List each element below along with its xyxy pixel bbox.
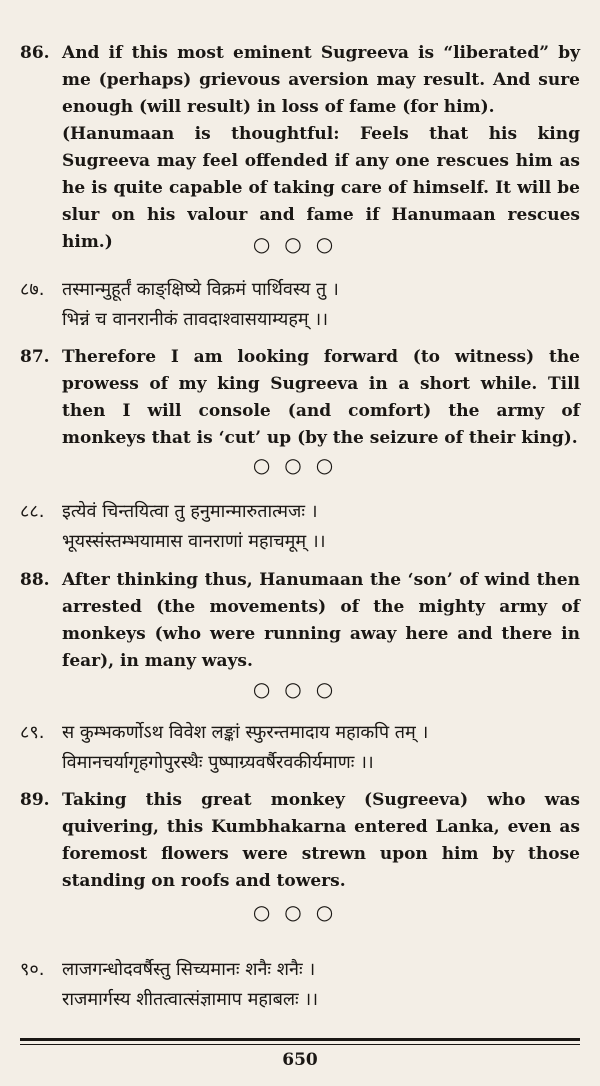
sanskrit-verse-number: ८७. xyxy=(20,279,45,300)
section-separator: ○○○ xyxy=(252,677,348,701)
sanskrit-line-1: तस्मान्मुहूर्तं काङ्क्षिष्ये विक्रमं पार्थिवस्य तु । xyxy=(62,279,339,300)
sanskrit-verse-number: ९०. xyxy=(20,959,45,980)
verse-90-sanskrit xyxy=(20,955,580,1015)
sanskrit-line-2: भिन्नं च वानरानीकं तावदाश्वासयाम्यहम् ।। xyxy=(62,309,329,330)
verse-87-sanskrit xyxy=(20,275,580,335)
sanskrit-line-2: विमानचर्यागृहगोपुरस्थैः पुष्पाग्र्यवर्षैरवकीर्यमाणः ।। xyxy=(62,752,374,773)
verse-number: 87. xyxy=(20,347,50,367)
sanskrit-verse-number: ८९. xyxy=(20,722,45,743)
sanskrit-verse-number: ८८. xyxy=(20,501,45,522)
sanskrit-line-1: स कुम्भकर्णोऽथ विवेश लङ्कां स्फुरन्तमादाय महाकपि तम् । xyxy=(62,722,429,743)
translation-text: Therefore I am looking forward (to witness) the prowess of my king Sugreeva in a short while. Till then I will console (and comfort) the army of monkeys that is ‘cut’ up (by the seizure of their king). xyxy=(62,347,580,448)
verse-89-sanskrit xyxy=(20,718,580,778)
translation-text: Taking this great monkey (Sugreeva) who was quivering, this Kumbhakarna entered Lanka, even as foremost flowers were strewn upon him by those standing on roofs and towers. xyxy=(62,790,580,891)
verse-number: 88. xyxy=(20,570,50,590)
page-number: 650 xyxy=(282,1050,318,1070)
verse-88-sanskrit xyxy=(20,497,580,557)
verse-88-translation xyxy=(20,567,580,675)
verse-89-translation xyxy=(20,787,580,895)
sanskrit-line-1: इत्येवं चिन्तयित्वा तु हनुमान्मारुतात्मजः । xyxy=(62,501,318,522)
verse-86-commentary: (Hanumaan is thoughtful: Feels that his king Sugreeva may feel offended if any one rescues him as he is quite capable of taking care of himself. It will be slur on his valour and fame if Hanumaan rescues him.) xyxy=(62,124,580,252)
verse-86-translation xyxy=(20,40,580,121)
sanskrit-line-2: राजमार्गस्य शीतत्वात्संज्ञामाप महाबलः ।। xyxy=(62,989,319,1010)
footer-rule-thin xyxy=(20,1044,580,1045)
verse-number: 86. xyxy=(20,43,50,63)
verse-number: 89. xyxy=(20,790,50,810)
sanskrit-line-1: लाजगन्धोदवर्षैस्तु सिच्यमानः शनैः शनैः । xyxy=(62,959,316,980)
translation-text: And if this most eminent Sugreeva is “liberated” by me (perhaps) grievous aversion may result. And sure enough (will result) in loss of fame (for him). xyxy=(62,43,580,117)
translation-text: After thinking thus, Hanumaan the ‘son’ of wind then arrested (the movements) of the mighty army of monkeys (who were running away here and there in fear), in many ways. xyxy=(62,570,580,671)
section-separator: ○○○ xyxy=(252,453,348,477)
section-separator: ○○○ xyxy=(252,232,348,256)
sanskrit-line-2: भूयस्संस्तम्भयामास वानराणां महाचमूम् ।। xyxy=(62,531,326,552)
section-separator: ○○○ xyxy=(252,900,348,924)
footer-rule-thick xyxy=(20,1038,580,1041)
verse-87-translation xyxy=(20,344,580,452)
